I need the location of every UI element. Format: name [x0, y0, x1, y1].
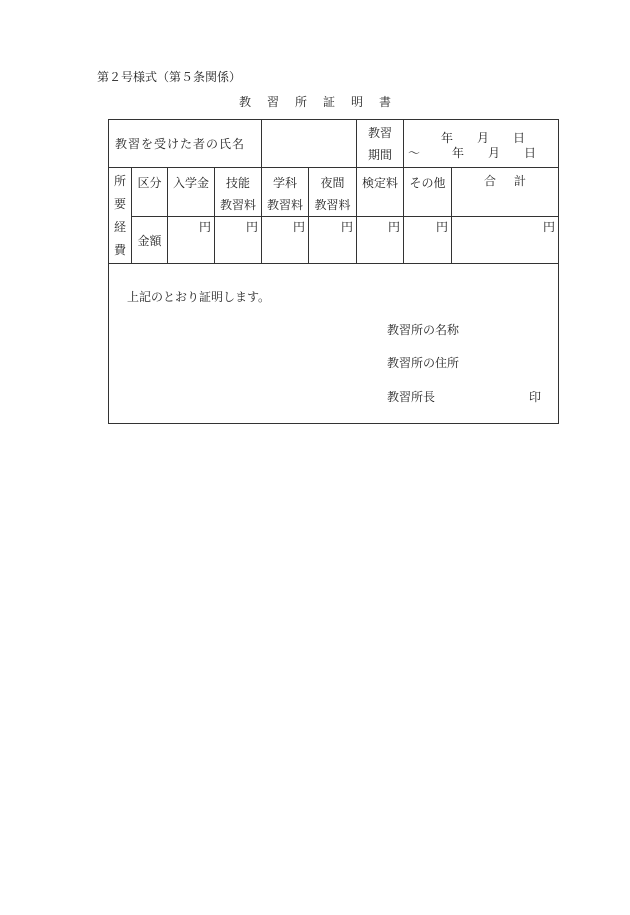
amount-cell-academic[interactable]: 円 — [262, 217, 309, 264]
category-header — [132, 168, 168, 217]
document-title: 教習所証明書 — [238, 95, 407, 109]
col-header-line2: 教習料 — [314, 198, 351, 212]
col-header-academic — [262, 168, 309, 217]
amount-label: 金額 — [132, 217, 168, 264]
col-header-line2: 教習料 — [220, 198, 257, 212]
amount-cell-other[interactable]: 円 — [404, 217, 452, 264]
period-tilde: ～ — [408, 146, 421, 160]
col-header-line2: 教習料 — [267, 198, 304, 212]
period-label — [357, 120, 404, 168]
period-start-date: 年 月 日 — [441, 131, 526, 145]
certificate-table — [108, 119, 559, 424]
col-header-other — [404, 168, 452, 217]
col-header-night — [309, 168, 357, 217]
category-header-text: 区分 — [137, 176, 162, 190]
col-header-exam — [357, 168, 404, 217]
amount-cell-skill[interactable]: 円 — [215, 217, 262, 264]
expense-label-char: 費 — [113, 243, 126, 257]
col-header-line1: 夜間 — [320, 176, 345, 190]
period-end-date: 年 月 日 — [452, 146, 537, 160]
col-header-line1: 学科 — [273, 176, 298, 190]
seal-label: 印 — [529, 390, 542, 404]
student-name-label: 教習を受けた者の氏名 — [109, 120, 262, 168]
amount-cell-night[interactable]: 円 — [309, 217, 357, 264]
expense-label-char: 所 — [113, 174, 126, 188]
col-header-line1: その他 — [409, 176, 446, 190]
col-header-total: 合計 — [452, 168, 559, 217]
period-field[interactable] — [404, 120, 559, 168]
expense-label-char: 要 — [113, 197, 126, 211]
expense-label-char: 経 — [113, 220, 126, 234]
col-header-enrollment — [168, 168, 215, 217]
col-header-line1: 検定料 — [362, 176, 399, 190]
period-label-line1: 教習 — [368, 125, 393, 140]
amount-cell-exam[interactable]: 円 — [357, 217, 404, 264]
certification-section — [109, 264, 559, 424]
certification-statement: 上記のとおり証明します。 — [127, 290, 271, 304]
school-name-label: 教習所の名称 — [387, 323, 460, 337]
expense-label — [109, 168, 132, 264]
form-number: 第２号様式（第５条関係） — [97, 70, 242, 84]
col-header-line1: 技能 — [226, 176, 251, 190]
amount-cell-total[interactable]: 円 — [452, 217, 559, 264]
col-header-skill — [215, 168, 262, 217]
school-head-label: 教習所長 — [387, 390, 436, 404]
amount-cell-enrollment[interactable]: 円 — [168, 217, 215, 264]
student-name-field[interactable] — [262, 120, 357, 168]
period-label-line2: 期間 — [368, 147, 393, 162]
col-header-line1: 入学金 — [172, 176, 209, 190]
school-address-label: 教習所の住所 — [387, 356, 460, 370]
